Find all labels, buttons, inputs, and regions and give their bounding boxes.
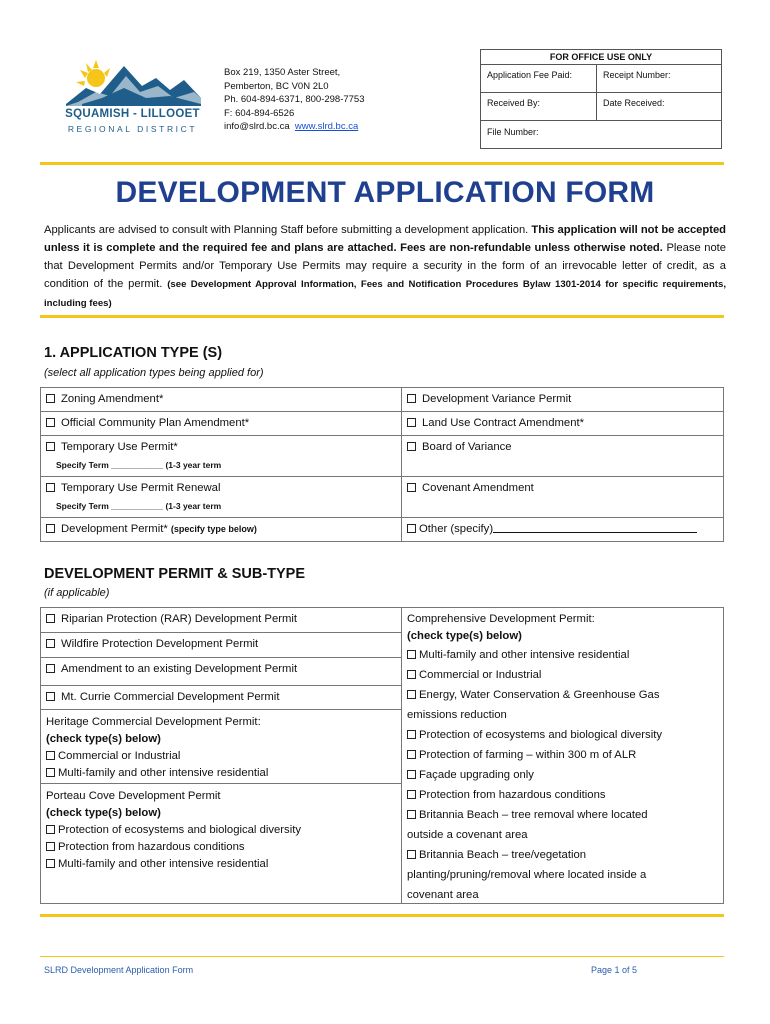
option-rar[interactable]: Riparian Protection (RAR) Development Permit <box>41 608 402 633</box>
logo-name: SQUAMISH - LILLOOET <box>65 108 200 120</box>
option-comp-britannia-veg-cont2: covenant area <box>407 889 479 901</box>
option-comp-britannia-veg-cont: planting/pruning/removal where located inside a <box>407 869 647 881</box>
option-heritage-residential[interactable]: Multi-family and other intensive residential <box>46 765 396 782</box>
address-line-2: Pemberton, BC V0N 2L0 <box>224 80 329 92</box>
received-by-field: Received By: <box>481 93 597 120</box>
checkbox[interactable] <box>46 614 55 623</box>
footer-doc-name: SLRD Development Application Form <box>44 965 194 975</box>
option-luc[interactable]: Land Use Contract Amendment* <box>402 412 724 436</box>
checkbox[interactable] <box>46 859 55 868</box>
checkbox[interactable] <box>407 670 416 679</box>
checkbox[interactable] <box>46 524 55 533</box>
option-dp-amendment[interactable]: Amendment to an existing Development Permit <box>41 658 402 686</box>
option-dp[interactable]: Development Permit* (specify type below) <box>41 518 402 542</box>
option-ocp[interactable]: Official Community Plan Amendment* <box>41 412 402 436</box>
option-comp-britannia-tree[interactable]: Britannia Beach – tree removal where located <box>407 805 717 825</box>
renewal-term-field[interactable]: Specify Term ___________ (1-3 year term <box>56 501 222 511</box>
intro-text-1: Applicants are advised to consult with Planning Staff before submitting a development application. <box>44 224 529 236</box>
option-comp-ecosystems[interactable]: Protection of ecosystems and biological diversity <box>407 725 717 745</box>
heritage-commercial-group <box>41 710 402 784</box>
option-comp-facade[interactable]: Façade upgrading only <box>407 765 717 785</box>
checkbox[interactable] <box>407 650 416 659</box>
logo-subtitle: REGIONAL DISTRICT <box>67 124 198 134</box>
tup-term-field[interactable]: Specify Term ___________ (1-3 year term <box>56 460 222 470</box>
option-comp-britannia-tree-cont: outside a covenant area <box>407 829 528 841</box>
checkbox[interactable] <box>407 770 416 779</box>
slrd-logo <box>60 58 205 138</box>
section1-subtitle: (select all application types being applied for) <box>44 367 264 379</box>
porteau-cove-group <box>41 784 402 904</box>
address-block <box>224 66 365 134</box>
checkbox[interactable] <box>46 842 55 851</box>
checkbox[interactable] <box>407 442 416 451</box>
checkbox[interactable] <box>407 524 416 533</box>
checkbox[interactable] <box>46 394 55 403</box>
option-comp-britannia-veg[interactable]: Britannia Beach – tree/vegetation <box>407 845 717 865</box>
option-bov[interactable]: Board of Variance <box>402 436 724 477</box>
option-porteau-ecosystems[interactable]: Protection of ecosystems and biological diversity <box>46 822 396 839</box>
section2-title: DEVELOPMENT PERMIT & SUB-TYPE <box>44 566 306 582</box>
option-comp-residential[interactable]: Multi-family and other intensive residential <box>407 645 717 665</box>
checkbox[interactable] <box>46 768 55 777</box>
fee-paid-field: Application Fee Paid: <box>481 65 597 92</box>
footer-page-number: Page 1 of 5 <box>591 965 638 975</box>
option-comp-hazard[interactable]: Protection from hazardous conditions <box>407 785 717 805</box>
checkbox[interactable] <box>407 730 416 739</box>
office-use-table <box>480 49 722 149</box>
checkbox[interactable] <box>407 810 416 819</box>
date-received-field: Date Received: <box>603 98 665 108</box>
fax-line: F: 604-894-6526 <box>224 107 295 119</box>
email-text: info@slrd.bc.ca <box>224 121 290 133</box>
option-wildfire[interactable]: Wildfire Protection Development Permit <box>41 633 402 658</box>
divider-rule <box>40 315 724 318</box>
heritage-title: Heritage Commercial Development Permit: <box>46 716 261 728</box>
comprehensive-check-note: (check type(s) below) <box>407 630 522 642</box>
checkbox[interactable] <box>46 639 55 648</box>
intro-paragraph <box>44 221 726 313</box>
other-specify-input[interactable] <box>493 522 697 533</box>
option-comp-energy[interactable]: Energy, Water Conservation & Greenhouse Gas <box>407 685 717 705</box>
option-comp-farming[interactable]: Protection of farming – within 300 m of ALR <box>407 745 717 765</box>
porteau-check-note: (check type(s) below) <box>46 807 161 819</box>
file-number-field: File Number: <box>487 127 539 137</box>
option-covenant[interactable]: Covenant Amendment <box>402 477 724 518</box>
option-porteau-hazard[interactable]: Protection from hazardous conditions <box>46 839 396 856</box>
option-zoning[interactable]: Zoning Amendment* <box>41 388 402 412</box>
checkbox[interactable] <box>407 483 416 492</box>
option-mt-currie[interactable]: Mt. Currie Commercial Development Permit <box>41 686 402 710</box>
dp-note: (specify type below) <box>170 524 257 534</box>
checkbox[interactable] <box>46 418 55 427</box>
checkbox[interactable] <box>46 664 55 673</box>
mountain-sun-logo-icon <box>66 58 201 106</box>
receipt-number-field: Receipt Number: <box>603 70 671 80</box>
checkbox[interactable] <box>46 751 55 760</box>
option-comp-commercial[interactable]: Commercial or Industrial <box>407 665 717 685</box>
address-line-1: Box 219, 1350 Aster Street, <box>224 67 341 78</box>
footer-rule <box>40 956 724 957</box>
porteau-title: Porteau Cove Development Permit <box>46 790 221 802</box>
website-link[interactable]: www.slrd.bc.ca <box>294 121 359 133</box>
checkbox[interactable] <box>46 825 55 834</box>
divider-rule <box>40 914 724 917</box>
checkbox[interactable] <box>46 442 55 451</box>
comprehensive-dp-group <box>402 610 722 906</box>
office-use-header: FOR OFFICE USE ONLY <box>481 50 721 65</box>
option-tup[interactable]: Temporary Use Permit* Specify Term ___________ (1-3 year term <box>41 436 402 477</box>
checkbox[interactable] <box>407 750 416 759</box>
comprehensive-title: Comprehensive Development Permit: <box>407 613 595 625</box>
checkbox[interactable] <box>46 483 55 492</box>
section2-subtitle: (if applicable) <box>44 587 110 599</box>
option-tup-renewal[interactable]: Temporary Use Permit Renewal Specify Term ___________ (1-3 year term <box>41 477 402 518</box>
intro-text-3: Please note that Development Permits and/or Temporary Use Permits may require a security in the form of an irrevocable letter of credit, as a condition of the permit. <box>44 242 727 290</box>
checkbox[interactable] <box>407 850 416 859</box>
heritage-check-note: (check type(s) below) <box>46 733 161 745</box>
checkbox[interactable] <box>407 418 416 427</box>
option-heritage-commercial[interactable]: Commercial or Industrial <box>46 748 396 765</box>
intro-text-2: This application will not be accepted unless it is complete and the required fee and plans are attached. Fees are non-refundable unless otherwise noted. <box>44 224 727 254</box>
option-other[interactable]: Other (specify) <box>402 518 724 542</box>
option-dvp[interactable]: Development Variance Permit <box>402 388 724 412</box>
divider-rule <box>40 162 724 165</box>
option-porteau-residential[interactable]: Multi-family and other intensive residential <box>46 856 396 873</box>
checkbox[interactable] <box>407 394 416 403</box>
application-type-table <box>40 387 724 542</box>
page-title: DEVELOPMENT APPLICATION FORM <box>115 176 655 209</box>
option-comp-energy-cont: emissions reduction <box>407 709 507 721</box>
checkbox[interactable] <box>46 692 55 701</box>
intro-text-4: (see Development Approval Information, Fees and Notification Procedures Bylaw 1301-2014 for specific requirements, including fees) <box>44 279 727 309</box>
checkbox[interactable] <box>407 690 416 699</box>
section1-title: 1. APPLICATION TYPE (S) <box>44 345 223 361</box>
checkbox[interactable] <box>407 790 416 799</box>
phone-line: Ph. 604-894-6371, 800-298-7753 <box>224 94 365 106</box>
